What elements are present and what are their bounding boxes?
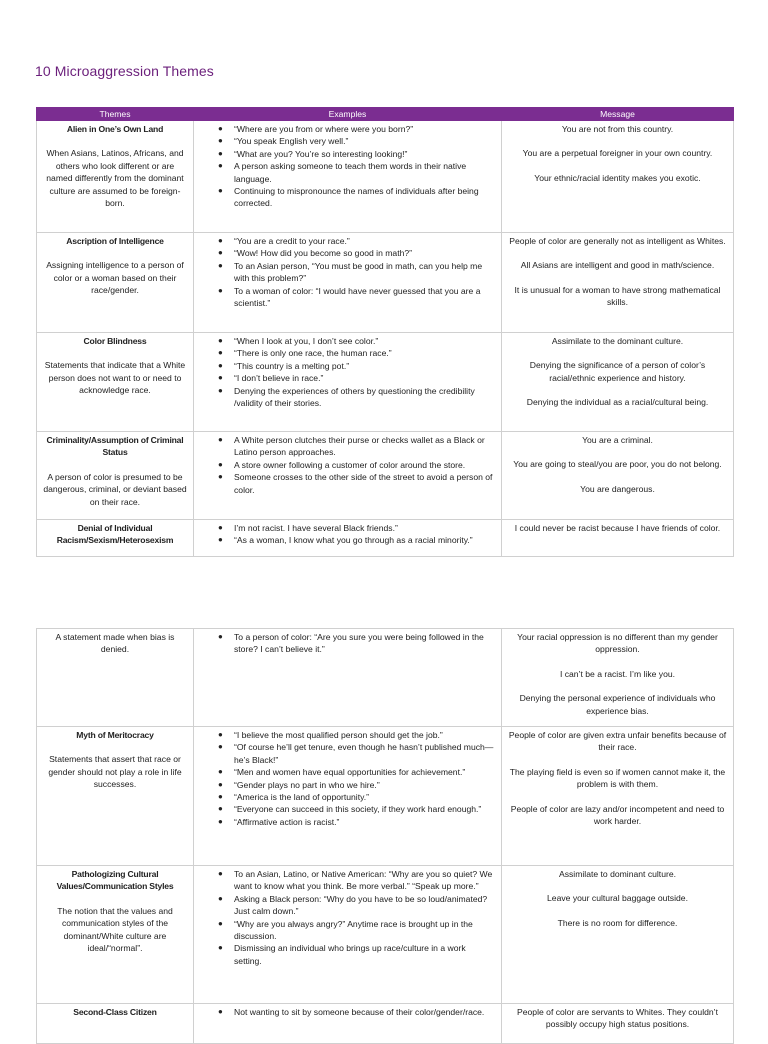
examples-cell	[194, 333, 502, 432]
example-text: “What are you? You’re so interesting looking!”	[234, 148, 408, 159]
theme-cell	[37, 727, 194, 866]
bullet-icon: ●	[218, 260, 223, 270]
table-row	[37, 727, 734, 866]
example-item	[218, 522, 495, 534]
example-text: “Wow! How did you become so good in math?”	[234, 248, 413, 259]
message-text: I can’t be a racist. I’m like you.	[559, 668, 676, 679]
header-message: Message	[502, 108, 734, 121]
example-text: Denying the experiences of others by questioning the credibility /validity of their stories.	[234, 385, 475, 409]
message-text: All Asians are intelligent and good in math/science.	[520, 260, 715, 271]
example-text: A store owner following a customer of color around the store.	[234, 459, 466, 470]
theme-cell	[37, 629, 194, 727]
example-item	[218, 235, 495, 247]
example-text: Asking a Black person: “Why do you have to be so loud/animated? Just calm down.”	[234, 893, 488, 917]
examples-cell	[194, 629, 502, 727]
example-item	[218, 942, 495, 967]
message-text: You are a perpetual foreigner in your own country.	[522, 148, 713, 159]
example-text: “America is the land of opportunity.”	[234, 792, 370, 803]
example-text: “Why are you always angry?” Anytime race is brought up in the discussion.	[234, 918, 473, 942]
example-text: I’m not racist. I have several Black friends.”	[234, 523, 398, 533]
bullet-icon: ●	[218, 535, 223, 545]
example-text: “Where are you from or where were you born?”	[234, 124, 414, 134]
message-text: Assimilate to the dominant culture.	[551, 336, 684, 346]
example-text: Not wanting to sit by someone because of their color/gender/race.	[234, 1007, 485, 1017]
document-title: 10 Microaggression Themes	[35, 63, 214, 79]
message-text: You are dangerous.	[580, 483, 655, 494]
header-examples: Examples	[194, 108, 502, 121]
examples-list	[218, 235, 495, 309]
example-item	[218, 247, 495, 259]
example-item	[218, 631, 495, 656]
message-text: People of color are servants to Whites. They couldn’t possibly occupy high status positions.	[517, 1007, 718, 1030]
bullet-icon: ●	[218, 360, 223, 370]
theme-description: A statement made when bias is denied.	[55, 632, 175, 655]
message-text: I could never be racist because I have friends of color.	[514, 523, 721, 533]
bullet-icon: ●	[218, 336, 223, 345]
example-item	[218, 534, 495, 546]
example-item	[218, 729, 495, 741]
message-text: Denying the personal experience of individuals who experience bias.	[519, 693, 716, 716]
examples-cell	[194, 432, 502, 520]
example-text: “You are a credit to your race.”	[234, 236, 350, 246]
theme-title: Color Blindness	[83, 336, 147, 346]
theme-title: Ascription of Intelligence	[66, 236, 164, 246]
bullet-icon: ●	[218, 779, 223, 789]
example-item	[218, 434, 495, 459]
example-item	[218, 385, 495, 410]
example-item	[218, 123, 495, 135]
message-text: Your ethnic/racial identity makes you exotic.	[534, 172, 701, 183]
bullet-icon: ●	[218, 148, 223, 158]
example-text: Someone crosses to the other side of the street to avoid a person of color.	[234, 472, 493, 495]
theme-title: Pathologizing Cultural Values/Communication Styles	[56, 869, 174, 892]
bullet-icon: ●	[218, 943, 223, 953]
table-row	[37, 233, 734, 333]
example-item	[218, 741, 495, 766]
example-text: To an Asian person, “You must be good in math, can you help me with this problem?”	[234, 260, 483, 284]
bullet-icon: ●	[218, 918, 223, 928]
example-text: “There is only one race, the human race.”	[234, 348, 392, 359]
example-item	[218, 285, 495, 310]
example-item	[218, 335, 495, 347]
example-item	[218, 471, 495, 496]
message-cell	[502, 333, 734, 432]
examples-list	[218, 868, 495, 967]
themes-table-page-2	[36, 628, 734, 1044]
bullet-icon: ●	[218, 767, 223, 777]
example-text: “Affirmative action is racist.”	[234, 816, 340, 827]
examples-list	[218, 434, 495, 496]
bullet-icon: ●	[218, 248, 223, 258]
bullet-icon: ●	[218, 472, 223, 482]
message-cell	[502, 629, 734, 727]
examples-cell	[194, 121, 502, 233]
example-item	[218, 766, 495, 778]
table-row	[37, 520, 734, 557]
examples-cell	[194, 520, 502, 557]
table-row	[37, 333, 734, 432]
message-text: The playing field is even so if women cannot make it, the problem is with them.	[509, 766, 726, 790]
message-text: Your racial oppression is no different than my gender oppression.	[517, 632, 718, 655]
theme-cell	[37, 333, 194, 432]
theme-description: The notion that the values and communication styles of the dominant/White culture are ideal/“normal”.	[57, 905, 173, 954]
message-text: You are a criminal.	[582, 435, 653, 445]
message-text: People of color are generally not as intelligent as Whites.	[509, 236, 726, 246]
example-text: “You speak English very well.”	[234, 136, 349, 147]
themes-table-page-1	[36, 107, 734, 557]
example-text: “Gender plays no part in who we hire.”	[234, 779, 380, 790]
bullet-icon: ●	[218, 632, 223, 641]
table-header-row	[37, 108, 734, 121]
example-text: “I don’t believe in race.”	[234, 373, 324, 384]
bullet-icon: ●	[218, 186, 223, 196]
example-text: “Everyone can succeed in this society, if they work hard enough.”	[234, 804, 482, 815]
bullet-icon: ●	[218, 1007, 223, 1016]
table-row	[37, 866, 734, 1004]
example-text: “I believe the most qualified person should get the job.”	[234, 730, 443, 740]
message-cell	[502, 727, 734, 866]
bullet-icon: ●	[218, 136, 223, 146]
examples-list	[218, 631, 495, 656]
message-cell	[502, 866, 734, 1004]
theme-title: Second-Class Citizen	[73, 1007, 157, 1017]
example-item	[218, 372, 495, 384]
examples-list	[218, 123, 495, 210]
examples-cell	[194, 727, 502, 866]
examples-cell	[194, 866, 502, 1004]
example-text: Continuing to mispronounce the names of individuals after being corrected.	[234, 186, 479, 209]
example-item	[218, 185, 495, 210]
theme-cell	[37, 121, 194, 233]
bullet-icon: ●	[218, 236, 223, 245]
examples-list	[218, 522, 495, 547]
message-text: There is no room for difference.	[557, 917, 678, 928]
message-text: It is unusual for a woman to have strong mathematical skills.	[514, 284, 721, 308]
bullet-icon: ●	[218, 435, 223, 444]
example-item	[218, 893, 495, 918]
example-text: “When I look at you, I don’t see color.”	[234, 336, 379, 346]
example-text: “This country is a melting pot.”	[234, 360, 350, 371]
example-item	[218, 816, 495, 828]
bullet-icon: ●	[218, 385, 223, 395]
theme-description: A person of color is presumed to be dangerous, criminal, or deviant based on their race.	[43, 471, 187, 507]
theme-description: Assigning intelligence to a person of color or a woman based on their race/gender.	[46, 260, 184, 296]
examples-list	[218, 335, 495, 409]
message-text: People of color are given extra unfair benefits because of their race.	[508, 730, 727, 753]
theme-cell	[37, 432, 194, 520]
bullet-icon: ●	[218, 459, 223, 469]
bullet-icon: ●	[218, 523, 223, 532]
example-text: A White person clutches their purse or checks wallet as a Black or Latino person approaches.	[234, 435, 485, 458]
bullet-icon: ●	[218, 804, 223, 814]
example-item	[218, 347, 495, 359]
examples-list	[218, 729, 495, 828]
theme-title: Alien in One’s Own Land	[66, 124, 164, 134]
theme-title: Criminality/Assumption of Criminal Status	[46, 435, 184, 458]
theme-description: When Asians, Latinos, Africans, and others who look different or are named differently from the dominant culture are assumed to be foreign-born.	[46, 148, 184, 209]
table-row	[37, 432, 734, 520]
message-text: You are going to steal/you are poor, you do not belong.	[513, 459, 722, 470]
bullet-icon: ●	[218, 869, 223, 878]
example-text: To an Asian, Latino, or Native American: “Why are you so quiet? We want to know what you think. Be more verbal.” “Speak up more.”	[234, 869, 493, 892]
example-item	[218, 779, 495, 791]
bullet-icon: ●	[218, 161, 223, 171]
message-cell	[502, 432, 734, 520]
example-item	[218, 148, 495, 160]
bullet-icon: ●	[218, 285, 223, 295]
header-themes: Themes	[37, 108, 194, 121]
example-item	[218, 1006, 495, 1018]
bullet-icon: ●	[218, 730, 223, 739]
table-row	[37, 121, 734, 233]
theme-cell	[37, 866, 194, 1004]
example-item	[218, 135, 495, 147]
bullet-icon: ●	[218, 124, 223, 133]
examples-list	[218, 1006, 495, 1018]
message-text: Denying the individual as a racial/cultural being.	[526, 397, 709, 408]
message-text: Leave your cultural baggage outside.	[547, 893, 688, 904]
theme-cell	[37, 520, 194, 557]
message-cell	[502, 520, 734, 557]
theme-title: Denial of Individual Racism/Sexism/Heterosexism	[56, 523, 174, 546]
theme-description: Statements that indicate that a White person does not want to or need to acknowledge race.	[44, 360, 186, 396]
example-item	[218, 360, 495, 372]
message-text: Denying the significance of a person of color’s racial/ethnic experience and history.	[529, 360, 706, 383]
message-cell	[502, 233, 734, 333]
theme-description: Statements that assert that race or gender should not play a role in life successes.	[48, 754, 182, 790]
bullet-icon: ●	[218, 816, 223, 826]
bullet-icon: ●	[218, 373, 223, 383]
example-text: To a person of color: “Are you sure you were being followed in the store? I can’t believe it.”	[234, 632, 484, 655]
example-item	[218, 459, 495, 471]
bullet-icon: ●	[218, 792, 223, 802]
message-cell	[502, 121, 734, 233]
example-item	[218, 803, 495, 815]
example-text: Dismissing an individual who brings up race/culture in a work setting.	[234, 943, 466, 966]
example-item	[218, 260, 495, 285]
bullet-icon: ●	[218, 742, 223, 752]
theme-title: Myth of Meritocracy	[76, 730, 154, 740]
bullet-icon: ●	[218, 893, 223, 903]
example-item	[218, 791, 495, 803]
message-text: People of color are lazy and/or incompetent and need to work harder.	[510, 803, 725, 827]
example-item	[218, 918, 495, 943]
message-text: Assimilate to dominant culture.	[558, 869, 677, 879]
example-item	[218, 160, 495, 185]
message-text: You are not from this country.	[561, 124, 674, 134]
examples-cell	[194, 233, 502, 333]
example-text: “As a woman, I know what you go through as a racial minority.”	[234, 535, 473, 546]
example-text: “Men and women have equal opportunities for achievement.”	[234, 767, 466, 778]
example-text: To a woman of color: “I would have never guessed that you are a scientist.”	[234, 285, 481, 309]
bullet-icon: ●	[218, 348, 223, 358]
example-item	[218, 868, 495, 893]
example-text: A person asking someone to teach them words in their native language.	[234, 161, 467, 184]
table-row	[37, 629, 734, 727]
example-text: “Of course he’ll get tenure, even though he hasn’t published much—he’s Black!”	[234, 742, 494, 765]
theme-cell	[37, 233, 194, 333]
